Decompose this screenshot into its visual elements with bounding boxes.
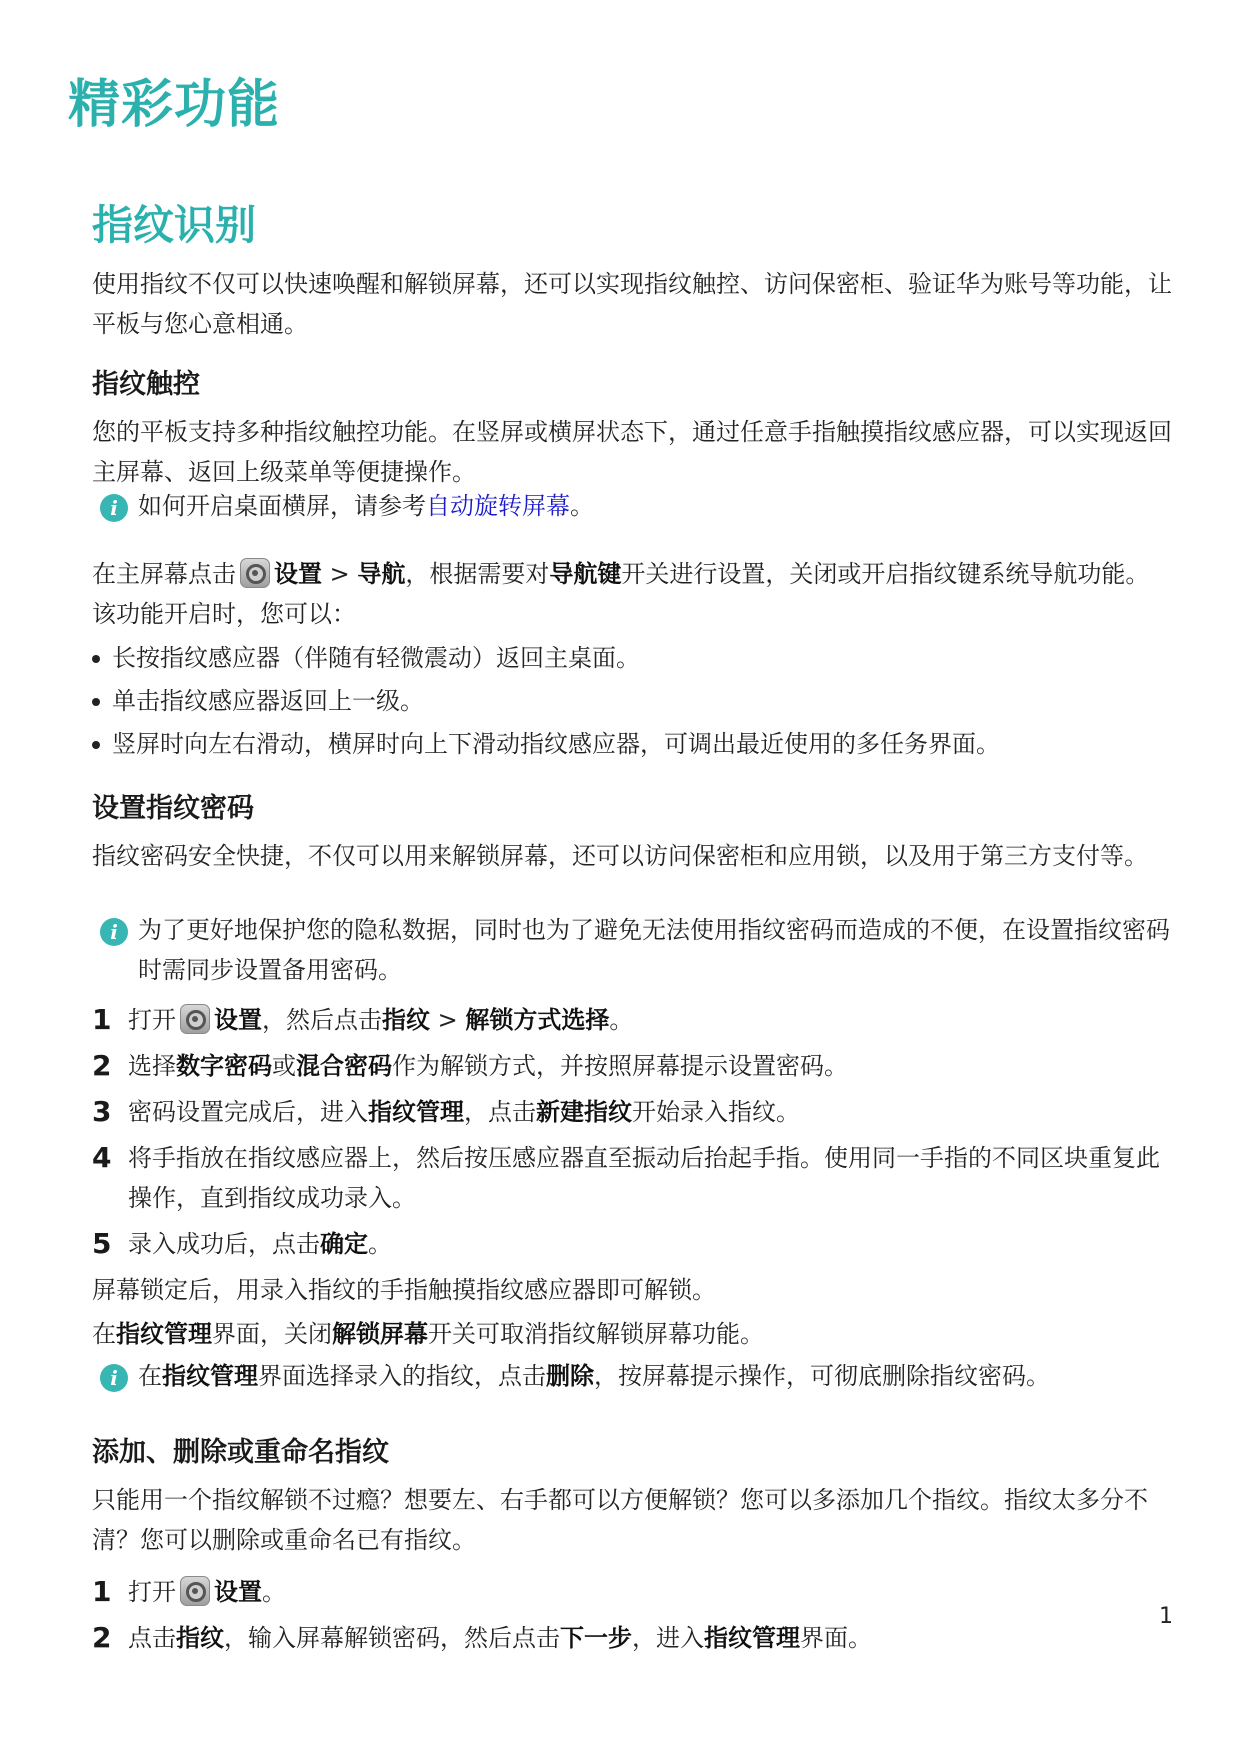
- settings-label: 设置: [274, 560, 322, 588]
- nav-paragraph: 在主屏幕点击 设置 > 导航，根据需要对导航键开关进行设置，关闭或开启指纹键系统导航功能。该功能开启时，您可以：: [92, 560, 1150, 628]
- info-icon: i: [100, 1364, 128, 1392]
- page-number: 1: [1159, 1604, 1173, 1629]
- disable-paragraph: 在指纹管理界面，关闭解锁屏幕开关可取消指纹解锁屏幕功能。: [92, 1320, 764, 1348]
- chapter-title: 精彩功能: [68, 75, 281, 135]
- settings-gear-icon: [180, 1004, 210, 1034]
- heading-manage: 添加、删除或重命名指纹: [92, 1437, 389, 1468]
- heading-touch: 指纹触控: [92, 369, 200, 400]
- bullet-dot: [92, 741, 100, 749]
- bullet-dot: [92, 655, 100, 663]
- note-text: 在指纹管理界面选择录入的指纹，点击删除，按屏幕提示操作，可彻底删除指纹密码。: [138, 1362, 1050, 1390]
- manage-description: 只能用一个指纹解锁不过瘾？想要左、右手都可以方便解锁？您可以多添加几个指纹。指纹太多分不清？您可以删除或重命名已有指纹。: [92, 1486, 1148, 1554]
- nav-key-label: 导航键: [549, 560, 622, 588]
- navigation-label: 导航: [357, 560, 406, 588]
- settings-gear-icon: [240, 558, 270, 588]
- section-title: 指纹识别: [92, 201, 256, 249]
- settings-gear-icon: [180, 1576, 210, 1606]
- bullet-dot: [92, 698, 100, 706]
- note-text: 为了更好地保护您的隐私数据，同时也为了避免无法使用指纹密码而造成的不便，在设置指纹密码时需同步设置备用密码。: [138, 916, 1170, 984]
- auto-rotate-link[interactable]: 自动旋转屏幕: [426, 492, 570, 520]
- touch-description: 您的平板支持多种指纹触控功能。在竖屏或横屏状态下，通过任意手指触摸指纹感应器，可以实现返回主屏幕、返回上级菜单等便捷操作。: [92, 418, 1172, 486]
- intro-paragraph: 使用指纹不仅可以快速唤醒和解锁屏幕，还可以实现指纹触控、访问保密柜、验证华为账号等功能，让平板与您心意相通。: [92, 270, 1172, 338]
- password-description: 指纹密码安全快捷，不仅可以用来解锁屏幕，还可以访问保密柜和应用锁，以及用于第三方支付等。: [92, 842, 1148, 870]
- unlock-paragraph: 屏幕锁定后，用录入指纹的手指触摸指纹感应器即可解锁。: [92, 1276, 716, 1304]
- note-text: 如何开启桌面横屏，请参考自动旋转屏幕。: [138, 492, 594, 520]
- heading-password: 设置指纹密码: [92, 793, 254, 824]
- info-icon: i: [100, 918, 128, 946]
- info-icon: i: [100, 494, 128, 522]
